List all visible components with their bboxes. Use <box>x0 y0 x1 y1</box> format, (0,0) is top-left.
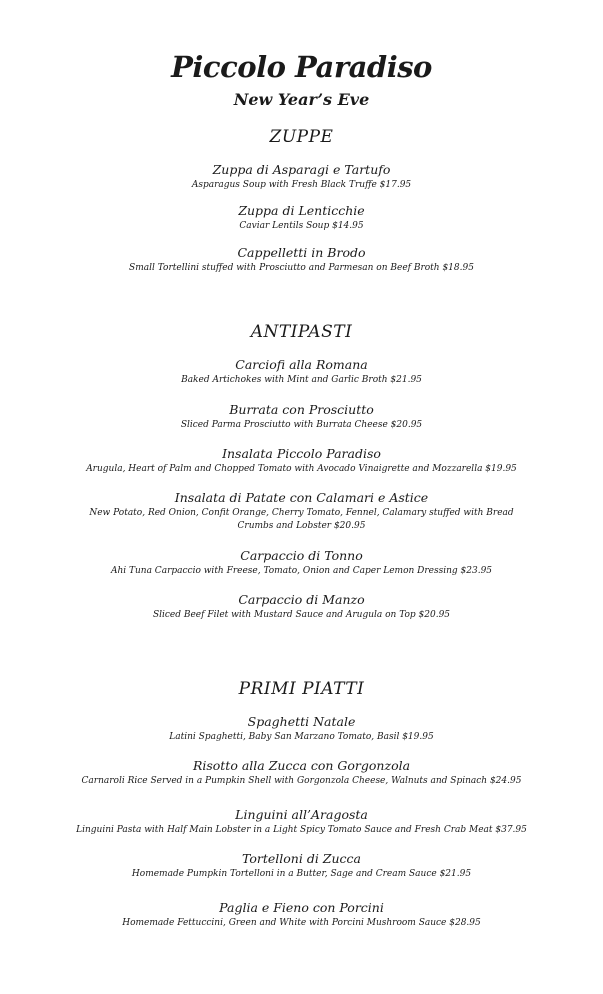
menu-item <box>70 490 533 533</box>
dish-name: Tortelloni di Zucca <box>242 851 361 866</box>
dish-description: Ahi Tuna Carpaccio with Freese, Tomato, Onion and Caper Lemon Dressing $23.95 <box>110 566 493 576</box>
menu-item <box>70 245 533 275</box>
menu-item <box>70 548 533 578</box>
menu-item <box>70 851 533 881</box>
dish-description: Latini Spaghetti, Baby San Marzano Tomato, Basil $19.95 <box>169 732 434 742</box>
section-heading-antipasti: ANTIPASTI <box>250 322 353 342</box>
menu-item <box>70 592 533 622</box>
dish-name: Zuppa di Asparagi e Tartufo <box>212 162 391 177</box>
dish-name: Linguini all’Aragosta <box>235 807 368 822</box>
dish-name: Paglia e Fieno con Porcini <box>219 900 384 915</box>
dish-description: Homemade Pumpkin Tortelloni in a Butter, Sage and Cream Sauce $21.95 <box>131 869 472 879</box>
dish-name: Spaghetti Natale <box>247 714 356 729</box>
menu-item <box>70 714 533 744</box>
dish-description: Sliced Beef Filet with Mustard Sauce and Arugula on Top $20.95 <box>152 610 451 620</box>
dish-description: Arugula, Heart of Palm and Chopped Tomato with Avocado Vinaigrette and Mozzarella $19.95 <box>86 464 517 474</box>
dish-description: Homemade Fettuccini, Green and White with Porcini Mushroom Sauce $28.95 <box>122 918 481 928</box>
dish-name: Carciofi alla Romana <box>235 357 368 372</box>
dish-description: Baked Artichokes with Mint and Garlic Broth $21.95 <box>181 375 422 385</box>
dish-description: Caviar Lentils Soup $14.95 <box>239 221 364 231</box>
dish-description: Small Tortellini stuffed with Prosciutto and Parmesan on Beef Broth $18.95 <box>129 263 474 273</box>
menu-item <box>70 807 533 837</box>
dish-description: Sliced Parma Prosciutto with Burrata Cheese $20.95 <box>180 420 423 430</box>
dish-description: Carnaroli Rice Served in a Pumpkin Shell with Gorgonzola Cheese, Walnuts and Spinach $24.95 <box>81 776 522 786</box>
restaurant-title: Piccolo Paradiso <box>171 50 432 84</box>
dish-description: New Potato, Red Onion, Confit Orange, Cherry Tomato, Fennel, Calamary stuffed with Bread Crumbs and Lobster $20.95 <box>89 508 514 531</box>
dish-name: Carpaccio di Tonno <box>240 548 363 563</box>
dish-description: Asparagus Soup with Fresh Black Truffe $17.95 <box>191 180 412 190</box>
dish-name: Risotto alla Zucca con Gorgonzola <box>192 758 411 773</box>
dish-name: Cappelletti in Brodo <box>237 245 366 260</box>
event-subtitle: New Year’s Eve <box>233 90 370 109</box>
dish-name: Insalata Piccolo Paradiso <box>222 446 381 461</box>
dish-name: Insalata di Patate con Calamari e Astice <box>174 490 429 505</box>
menu-item <box>70 357 533 387</box>
dish-name: Carpaccio di Manzo <box>238 592 365 607</box>
menu-item <box>70 203 533 233</box>
dish-name: Burrata con Prosciutto <box>229 402 374 417</box>
section-heading-primi-piatti: PRIMI PIATTI <box>238 679 365 699</box>
menu-item <box>70 446 533 476</box>
section-heading-zuppe: ZUPPE <box>269 127 334 147</box>
menu-item <box>70 758 533 788</box>
dish-description: Linguini Pasta with Half Main Lobster in a Light Spicy Tomato Sauce and Fresh Crab Meat $37.95 <box>76 825 527 835</box>
dish-name: Zuppa di Lenticchie <box>238 203 365 218</box>
menu-item <box>70 900 533 930</box>
menu-item <box>70 162 533 192</box>
menu-item <box>70 402 533 432</box>
